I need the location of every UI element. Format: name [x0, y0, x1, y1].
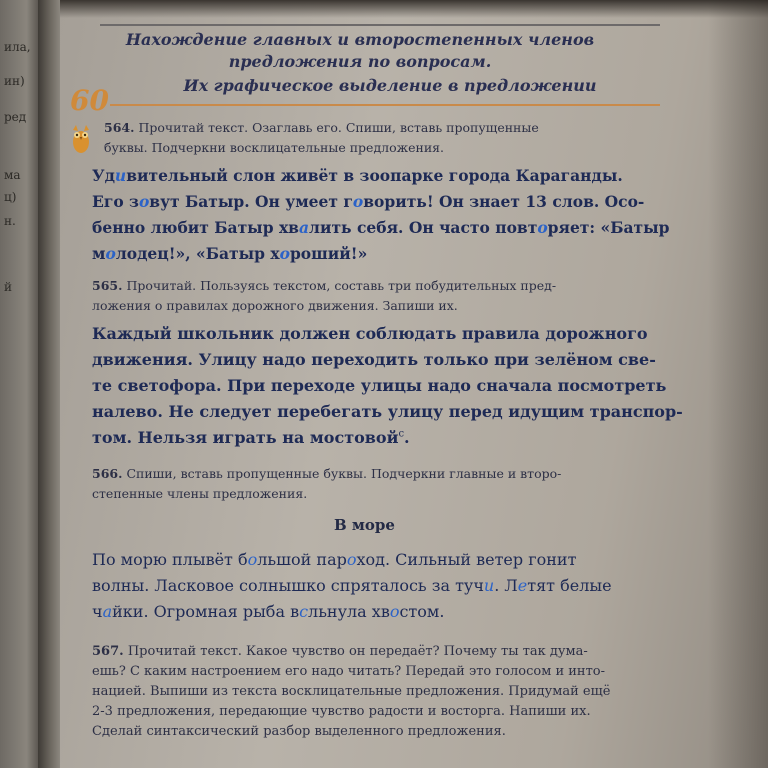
handwritten-letter: и [483, 576, 495, 595]
handwritten-letter: о [138, 192, 150, 211]
handwritten-letter: о [105, 244, 116, 263]
lesson-title-line2: предложения по вопросам. [228, 52, 492, 71]
handwritten-letter: а [298, 218, 310, 237]
ex566-number: 566. [92, 466, 123, 481]
margin-fragment: ин) [4, 74, 25, 88]
ex566-task-text: Спиши, вставь пропущенные буквы. Подчеркни главные и второ- [126, 466, 562, 481]
ex566-task-line2: степенные члены предложения. [92, 486, 308, 501]
handwritten-letter: о [537, 218, 548, 237]
ex564-task-text: Прочитай текст. Озаглавь его. Спиши, вставь пропущенные [138, 120, 539, 135]
ex565-task-text: Прочитай. Пользуясь текстом, составь три побудительных пред- [126, 278, 557, 293]
ex566-text-line1: По морю плывёт большой пароход. Сильный ветер гонит [92, 550, 577, 569]
ex567-line3: нацией. Выпиши из текста восклицательные предложения. Придумай ещё [92, 684, 611, 699]
page-top-shadow [60, 0, 768, 18]
handwritten-letter: о [389, 602, 400, 621]
ex564-task-line1 [104, 120, 539, 135]
lesson-title-line1: Нахождение главных и второстепенных членов [125, 30, 595, 49]
margin-fragment: й [4, 280, 12, 294]
ex564-text-line3: бенно любит Батыр хвалить себя. Он часто повторяет: «Батыр [92, 218, 670, 237]
ex567-number: 567. [92, 644, 124, 659]
handwritten-letter: о [247, 550, 258, 569]
handwritten-letter: с [299, 602, 309, 621]
ex565-task-line2: ложения о правилах дорожного движения. Запиши их. [92, 298, 458, 313]
ex567-line1 [92, 644, 588, 659]
handwritten-letter: о [346, 550, 357, 569]
ex564-task-line2: буквы. Подчеркни восклицательные предложения. [104, 140, 445, 155]
ex565-text-line3: те светофора. При переходе улицы надо сначала посмотреть [92, 376, 667, 395]
ex564-text-line2: Его зовут Батыр. Он умеет говорить! Он знает 13 слов. Осо- [92, 192, 645, 211]
adjacent-page [0, 0, 38, 768]
book-gutter [38, 0, 60, 768]
ex564-text-line1: Удивительный слон живёт в зоопарке города Караганды. [92, 166, 623, 185]
owl-icon [70, 122, 92, 156]
ex565-text-line5: том. Нельзя играть на мостовой$^с$. [92, 428, 410, 447]
ex565-text-line2: движения. Улицу надо переходить только при зелёном све- [92, 350, 656, 369]
title-rule-bottom [110, 104, 660, 106]
margin-fragment: ц) [4, 190, 17, 204]
title-rule-top [100, 24, 660, 26]
ex566-heading: В море [334, 516, 395, 534]
margin-fragment: ма [4, 168, 21, 182]
margin-fragment: ред [4, 110, 27, 124]
ex565-text-line1: Каждый школьник должен соблюдать правила дорожного [92, 324, 648, 343]
handwritten-letter: е [517, 576, 528, 595]
ex566-text-line3: чайки. Огромная рыба всльнула хвостом. [92, 602, 445, 621]
ex567-line5: Сделай синтаксический разбор выделенного предложения. [92, 724, 506, 739]
lesson-title-line3: Их графическое выделение в предложении [183, 76, 597, 95]
ex565-task-line1 [92, 278, 556, 293]
handwritten-letter: а [102, 602, 113, 621]
ex564-text-line4: молодец!», «Батыр хороший!» [92, 244, 368, 263]
margin-fragment: н. [4, 214, 16, 228]
ex564-number: 564. [104, 120, 135, 135]
footnote-mark: с [398, 428, 405, 440]
handwritten-letter: о [352, 192, 364, 211]
ex567-line2: ешь? С каким настроением его надо читать? Передай это голосом и инто- [92, 664, 605, 679]
handwritten-letter: о [279, 244, 290, 263]
ex567-line4: 2-3 предложения, передающие чувство радости и восторга. Напиши их. [92, 704, 591, 719]
ex565-text-line4: налево. Не следует перебегать улицу перед идущим транспор- [92, 402, 683, 421]
ex565-number: 565. [92, 278, 123, 293]
page-right-shadow [708, 0, 768, 768]
handwritten-letter: и [114, 166, 127, 185]
lesson-number: 60 [70, 84, 109, 117]
ex566-task-line1 [92, 466, 561, 481]
margin-fragment: ила, [4, 40, 31, 54]
ex566-text-line2: волны. Ласковое солнышко спряталось за тучи. Летят белые [92, 576, 612, 595]
ex567-text: Прочитай текст. Какое чувство он передаёт? Почему ты так дума- [127, 644, 588, 659]
